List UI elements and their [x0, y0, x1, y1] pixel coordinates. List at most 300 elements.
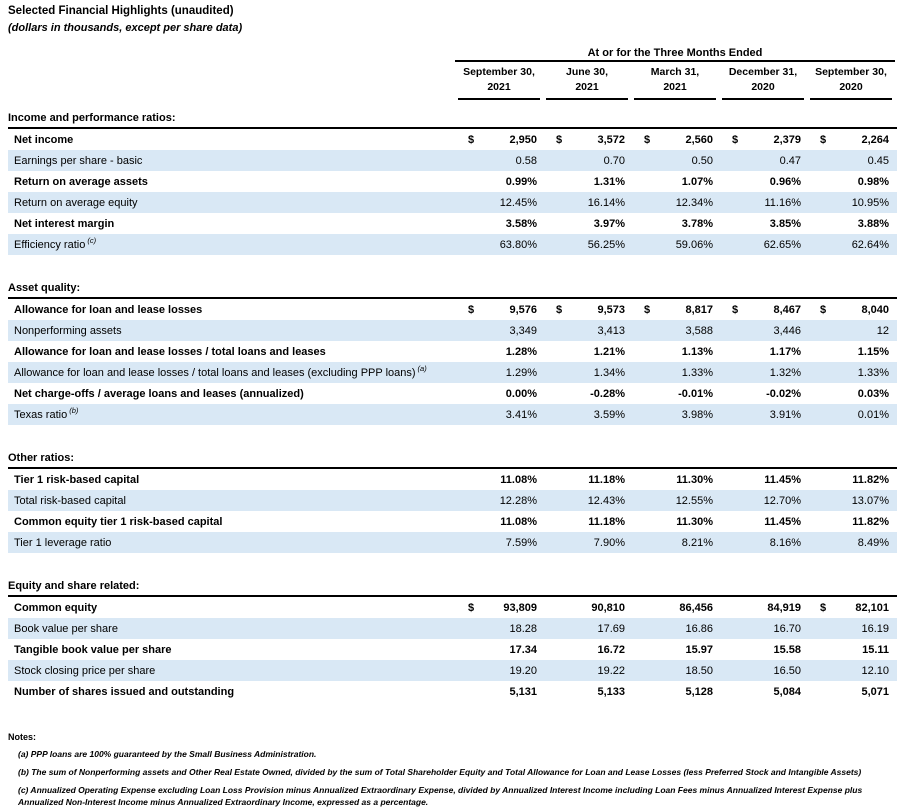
cell-value: 59.06% — [675, 238, 713, 251]
cell-value: 8,817 — [685, 303, 713, 316]
value-cell — [455, 239, 543, 251]
row-label-text: Book value per share — [14, 622, 118, 635]
cell-value: 2,379 — [773, 133, 801, 146]
cell-value: 2,950 — [509, 133, 537, 146]
notes-list — [8, 748, 897, 808]
cell-value: 3,413 — [597, 324, 625, 337]
value-cell — [631, 346, 719, 358]
table-section — [8, 579, 897, 702]
cell-value: 12.28% — [499, 494, 537, 507]
table-period-header-row — [8, 36, 897, 62]
cell-value: 0.70 — [603, 154, 625, 167]
cell-value: 5,131 — [509, 685, 537, 698]
value-cell — [455, 623, 543, 635]
value-cell — [543, 495, 631, 507]
column-header — [455, 62, 543, 100]
cell-value: 82,101 — [855, 601, 889, 614]
value-cell — [807, 367, 895, 379]
value-cell — [807, 197, 895, 209]
value-cell — [455, 388, 543, 400]
value-cell — [807, 325, 895, 337]
column-header — [543, 62, 631, 100]
cell-value: 5,071 — [861, 685, 889, 698]
value-cell — [543, 537, 631, 549]
cell-value: 15.11 — [862, 643, 889, 656]
value-cell — [543, 367, 631, 379]
cell-value: -0.01% — [678, 387, 713, 400]
cell-value: 1.34% — [593, 366, 625, 379]
table-row — [8, 511, 897, 532]
cell-value: 86,456 — [679, 601, 713, 614]
value-cell — [719, 665, 807, 677]
cell-value: 0.50 — [691, 154, 713, 167]
value-cell — [807, 474, 895, 486]
value-cell — [455, 197, 543, 209]
value-cell — [631, 197, 719, 209]
value-cell — [807, 623, 895, 635]
cell-value: 12.70% — [763, 494, 801, 507]
value-cell — [543, 155, 631, 167]
cell-value: 11.08% — [500, 515, 537, 528]
table-row — [8, 383, 897, 404]
cell-value: 19.20 — [509, 664, 537, 677]
cell-value: 12.43% — [587, 494, 625, 507]
value-cell — [807, 686, 895, 698]
value-cell — [543, 665, 631, 677]
cell-value: 63.80% — [499, 238, 537, 251]
value-cell — [719, 304, 807, 316]
cell-value: 12.55% — [675, 494, 713, 507]
dollar-sign: $ — [732, 133, 739, 146]
column-header-label — [722, 65, 804, 100]
table-row — [8, 129, 897, 150]
table-row — [8, 213, 897, 234]
value-cell — [807, 176, 895, 188]
cell-value: 16.19 — [861, 622, 889, 635]
value-cell — [631, 155, 719, 167]
value-cell — [719, 197, 807, 209]
row-label — [8, 474, 455, 486]
row-label-text: Common equity tier 1 risk-based capital — [14, 515, 223, 528]
value-cell — [719, 176, 807, 188]
value-cell — [807, 537, 895, 549]
value-cell — [455, 495, 543, 507]
cell-value: 10.95% — [851, 196, 889, 209]
row-label-text: Tier 1 risk-based capital — [14, 473, 140, 486]
footnote-reference: (a) — [417, 364, 427, 373]
value-cell — [543, 176, 631, 188]
cell-value: 11.30% — [676, 473, 713, 486]
cell-value: 62.64% — [851, 238, 889, 251]
table-row — [8, 618, 897, 639]
cell-value: 90,810 — [591, 601, 625, 614]
cell-value: 0.96% — [769, 175, 801, 188]
value-cell — [455, 304, 543, 316]
row-label-text: Nonperforming assets — [14, 324, 122, 337]
cell-value: 5,133 — [597, 685, 625, 698]
dollar-sign: $ — [820, 303, 827, 316]
value-cell — [719, 367, 807, 379]
table-row — [8, 150, 897, 171]
cell-value: 3.78% — [681, 217, 713, 230]
value-cell — [543, 409, 631, 421]
cell-value: 3.91% — [769, 408, 801, 421]
cell-value: 1.31% — [593, 175, 625, 188]
cell-value: 11.45% — [764, 473, 801, 486]
cell-value: 16.50 — [773, 664, 801, 677]
row-label — [8, 197, 455, 209]
cell-value: 8.21% — [681, 536, 713, 549]
value-cell — [631, 218, 719, 230]
column-header-date: March 31, — [650, 66, 700, 78]
column-header-date: September 30, — [815, 66, 887, 78]
value-cell — [719, 388, 807, 400]
row-label-text: Efficiency ratio — [14, 238, 86, 251]
row-label — [8, 304, 455, 316]
cell-value: 7.59% — [505, 536, 537, 549]
column-header — [631, 62, 719, 100]
note-item: (c) Annualized Operating Expense excluding Loan Loss Provision minus Annualized Extraordinary Expense, divided by Annualized Interest Income including Loan Fees minus Annualized Interest Expense plus Annualized Non-Interest Income minus Annualized Extraordinary Income, expressed as a percentage. — [18, 785, 863, 807]
value-cell — [631, 686, 719, 698]
cell-value: 8,040 — [861, 303, 889, 316]
cell-value: 18.50 — [685, 664, 713, 677]
row-label-text: Allowance for loan and lease losses / total loans and leases — [14, 345, 326, 358]
value-cell — [543, 623, 631, 635]
value-cell — [543, 218, 631, 230]
row-label-text: Return on average equity — [14, 196, 138, 209]
cell-value: 3,572 — [597, 133, 625, 146]
value-cell — [719, 325, 807, 337]
value-cell — [543, 644, 631, 656]
cell-value: 0.00% — [505, 387, 537, 400]
value-cell — [455, 537, 543, 549]
cell-value: 1.21% — [593, 345, 625, 358]
row-label — [8, 325, 455, 337]
cell-value: 16.14% — [587, 196, 625, 209]
cell-value: 1.07% — [681, 175, 713, 188]
cell-value: 2,560 — [685, 133, 713, 146]
table-row — [8, 320, 897, 341]
cell-value: 1.13% — [681, 345, 713, 358]
row-label-text: Stock closing price per share — [14, 664, 156, 677]
value-cell — [631, 325, 719, 337]
value-cell — [455, 176, 543, 188]
column-header-date: December 31, — [728, 66, 798, 78]
row-label — [8, 623, 455, 635]
cell-value: 1.17% — [769, 345, 801, 358]
row-label — [8, 176, 455, 188]
table-row — [8, 404, 897, 425]
cell-value: 3,349 — [509, 324, 537, 337]
cell-value: 11.16% — [764, 196, 801, 209]
value-cell — [719, 409, 807, 421]
cell-value: 17.34 — [509, 643, 537, 656]
dollar-sign: $ — [556, 133, 563, 146]
section-title: Asset quality: — [8, 281, 897, 299]
note-item: (b) The sum of Nonperforming assets and Other Real Estate Owned, divided by the sum of Total Shareholder Equity and Total Allowance for Loan and Lease Losses (less Preferred Stock and Intangible Assets) — [18, 767, 862, 777]
row-label — [8, 406, 455, 421]
value-cell — [719, 516, 807, 528]
column-headers-row — [8, 62, 897, 100]
value-cell — [543, 346, 631, 358]
cell-value: 5,084 — [773, 685, 801, 698]
column-header-label — [634, 65, 716, 100]
dollar-sign: $ — [556, 303, 563, 316]
value-cell — [543, 239, 631, 251]
value-cell — [631, 474, 719, 486]
table-row — [8, 362, 897, 383]
cell-value: 62.65% — [763, 238, 801, 251]
cell-value: 11.08% — [500, 473, 537, 486]
cell-value: 16.72 — [597, 643, 625, 656]
column-header-label — [810, 65, 892, 100]
cell-value: 3.98% — [681, 408, 713, 421]
cell-value: 0.03% — [857, 387, 889, 400]
footnote-reference: (c) — [87, 236, 97, 245]
cell-value: 11.82% — [852, 473, 889, 486]
row-label — [8, 346, 455, 358]
value-cell — [543, 388, 631, 400]
value-cell — [719, 218, 807, 230]
row-label-text: Allowance for loan and lease losses / total loans and leases (excluding PPP loans) — [14, 366, 416, 379]
footnote-reference: (b) — [69, 406, 79, 415]
table-row — [8, 341, 897, 362]
cell-value: 15.97 — [685, 643, 713, 656]
cell-value: 1.33% — [857, 366, 889, 379]
cell-value: 12.34% — [675, 196, 713, 209]
column-header-label — [458, 65, 540, 100]
table-row — [8, 532, 897, 553]
value-cell — [543, 197, 631, 209]
table-row — [8, 299, 897, 320]
value-cell — [631, 623, 719, 635]
value-cell — [543, 516, 631, 528]
cell-value: -0.28% — [590, 387, 625, 400]
value-cell — [719, 602, 807, 614]
cell-value: -0.02% — [766, 387, 801, 400]
cell-value: 8,467 — [773, 303, 801, 316]
page-subtitle: (dollars in thousands, except per share data) — [8, 22, 243, 34]
value-cell — [807, 409, 895, 421]
value-cell — [455, 686, 543, 698]
value-cell — [631, 665, 719, 677]
value-cell — [631, 367, 719, 379]
column-header — [807, 62, 895, 100]
dollar-sign: $ — [820, 133, 827, 146]
cell-value: 12.45% — [499, 196, 537, 209]
value-cell — [631, 537, 719, 549]
dollar-sign: $ — [468, 601, 475, 614]
value-cell — [631, 602, 719, 614]
value-cell — [807, 239, 895, 251]
value-cell — [807, 218, 895, 230]
column-header-label — [546, 65, 628, 100]
dollar-sign: $ — [468, 303, 475, 316]
table-section — [8, 281, 897, 425]
value-cell — [455, 516, 543, 528]
row-label — [8, 236, 455, 251]
value-cell — [631, 304, 719, 316]
value-cell — [455, 325, 543, 337]
column-header-year: 2021 — [575, 81, 599, 93]
value-cell — [719, 474, 807, 486]
column-header-date: June 30, — [565, 66, 609, 78]
value-cell — [807, 134, 895, 146]
table-body — [8, 111, 897, 702]
cell-value: 13.07% — [851, 494, 889, 507]
cell-value: 16.86 — [685, 622, 713, 635]
value-cell — [543, 474, 631, 486]
value-cell — [455, 602, 543, 614]
value-cell — [807, 304, 895, 316]
cell-value: 17.69 — [597, 622, 625, 635]
value-cell — [455, 134, 543, 146]
cell-value: 1.15% — [857, 345, 889, 358]
value-cell — [631, 134, 719, 146]
cell-value: 18.28 — [509, 622, 537, 635]
value-cell — [719, 623, 807, 635]
value-cell — [455, 474, 543, 486]
value-cell — [455, 155, 543, 167]
value-cell — [543, 304, 631, 316]
row-label — [8, 644, 455, 656]
cell-value: 3.58% — [505, 217, 537, 230]
dollar-sign: $ — [820, 601, 827, 614]
cell-value: 16.70 — [773, 622, 801, 635]
cell-value: 93,809 — [503, 601, 537, 614]
row-label — [8, 665, 455, 677]
cell-value: 2,264 — [861, 133, 889, 146]
column-header — [719, 62, 807, 100]
cell-value: 8.16% — [769, 536, 801, 549]
value-cell — [807, 346, 895, 358]
period-span-header: At or for the Three Months Ended — [455, 47, 895, 62]
table-row — [8, 192, 897, 213]
value-cell — [455, 644, 543, 656]
row-label — [8, 495, 455, 507]
table-row — [8, 639, 897, 660]
value-cell — [455, 218, 543, 230]
cell-value: 0.58 — [515, 154, 537, 167]
value-cell — [719, 239, 807, 251]
cell-value: 15.58 — [773, 643, 801, 656]
table-section — [8, 111, 897, 255]
table-row — [8, 469, 897, 490]
cell-value: 0.01% — [857, 408, 889, 421]
value-cell — [543, 134, 631, 146]
value-cell — [543, 686, 631, 698]
cell-value: 1.33% — [681, 366, 713, 379]
cell-value: 9,576 — [509, 303, 537, 316]
cell-value: 3.85% — [769, 217, 801, 230]
dollar-sign: $ — [732, 303, 739, 316]
cell-value: 0.47 — [779, 154, 801, 167]
value-cell — [631, 239, 719, 251]
value-cell — [719, 134, 807, 146]
header-spacer — [8, 62, 455, 100]
value-cell — [455, 665, 543, 677]
table-row — [8, 597, 897, 618]
row-label-text: Total risk-based capital — [14, 494, 126, 507]
cell-value: 3.88% — [857, 217, 889, 230]
table-section — [8, 451, 897, 553]
cell-value: 3.59% — [593, 408, 625, 421]
value-cell — [807, 516, 895, 528]
row-label-text: Allowance for loan and lease losses — [14, 303, 203, 316]
header-spacer — [8, 36, 455, 62]
cell-value: 11.82% — [852, 515, 889, 528]
row-label-text: Earnings per share - basic — [14, 154, 143, 167]
column-header-year: 2021 — [487, 81, 511, 93]
value-cell — [719, 155, 807, 167]
row-label-text: Net interest margin — [14, 217, 115, 230]
column-header-year: 2020 — [751, 81, 775, 93]
row-label — [8, 686, 455, 698]
cell-value: 0.99% — [505, 175, 537, 188]
row-label — [8, 155, 455, 167]
cell-value: 0.45 — [867, 154, 889, 167]
dollar-sign: $ — [644, 303, 651, 316]
row-label — [8, 364, 455, 379]
row-label — [8, 516, 455, 528]
value-cell — [543, 325, 631, 337]
cell-value: 11.45% — [764, 515, 801, 528]
financial-table — [8, 36, 897, 702]
row-label-text: Number of shares issued and outstanding — [14, 685, 235, 698]
dollar-sign: $ — [644, 133, 651, 146]
value-cell — [455, 367, 543, 379]
column-header-year: 2021 — [663, 81, 687, 93]
section-title: Equity and share related: — [8, 579, 897, 597]
value-cell — [631, 495, 719, 507]
cell-value: 56.25% — [587, 238, 625, 251]
row-label — [8, 388, 455, 400]
cell-value: 9,573 — [597, 303, 625, 316]
row-label — [8, 134, 455, 146]
cell-value: 1.32% — [769, 366, 801, 379]
row-label-text: Net income — [14, 133, 74, 146]
value-cell — [719, 537, 807, 549]
value-cell — [631, 176, 719, 188]
page-title: Selected Financial Highlights (unaudited) — [8, 5, 234, 17]
dollar-sign: $ — [468, 133, 475, 146]
cell-value: 12.10 — [861, 664, 889, 677]
table-row — [8, 681, 897, 702]
cell-value: 11.30% — [676, 515, 713, 528]
value-cell — [631, 644, 719, 656]
value-cell — [455, 346, 543, 358]
row-label — [8, 537, 455, 549]
table-row — [8, 660, 897, 681]
row-label-text: Return on average assets — [14, 175, 148, 188]
value-cell — [807, 155, 895, 167]
value-cell — [631, 388, 719, 400]
row-label-text: Net charge-offs / average loans and leases (annualized) — [14, 387, 304, 400]
cell-value: 0.98% — [857, 175, 889, 188]
cell-value: 11.18% — [588, 515, 625, 528]
cell-value: 3.41% — [505, 408, 537, 421]
value-cell — [719, 495, 807, 507]
value-cell — [455, 409, 543, 421]
column-header-date: September 30, — [463, 66, 535, 78]
cell-value: 12 — [876, 324, 889, 337]
value-cell — [807, 602, 895, 614]
value-cell — [719, 686, 807, 698]
value-cell — [807, 495, 895, 507]
row-label-text: Texas ratio — [14, 408, 68, 421]
cell-value: 5,128 — [685, 685, 713, 698]
cell-value: 84,919 — [767, 601, 801, 614]
